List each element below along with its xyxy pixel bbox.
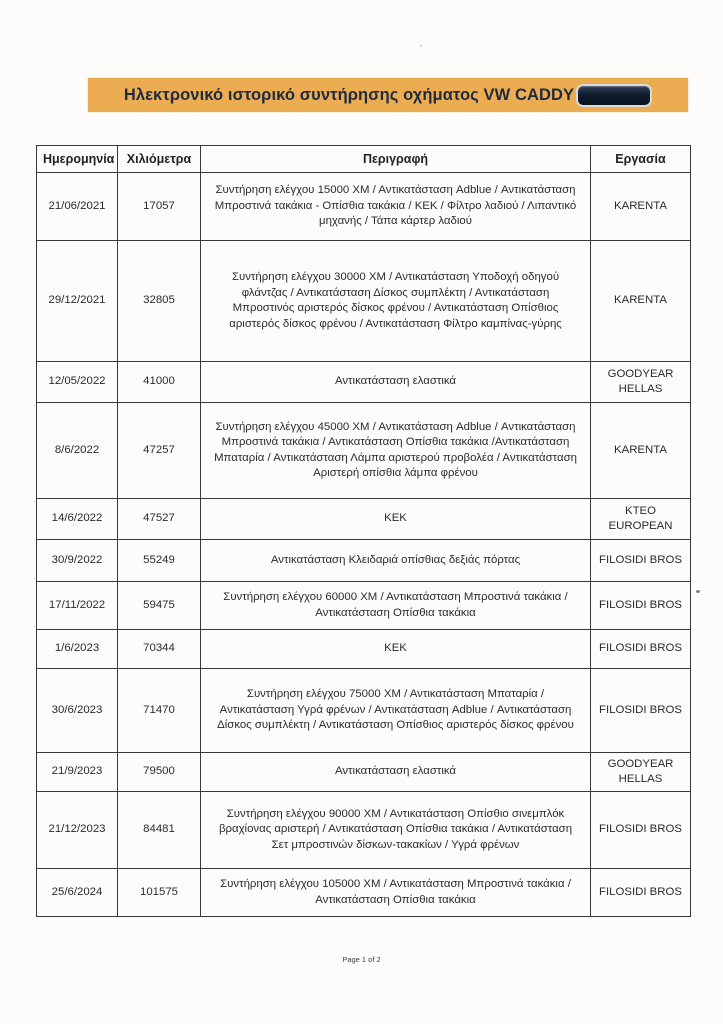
column-header-date: Ημερομηνία [37, 146, 118, 173]
description-cell: ΚΕΚ [201, 499, 591, 540]
description-cell: Συντήρηση ελέγχου 30000 ΧΜ / Αντικατάσταση Υποδοχή οδηγού φλάντζας / Αντικατάσταση Δίσκος συμπλέκτη / Αντικατάσταση Μπροστινός αριστερός δίσκος φρένου / Αντικατάσταση Οπίσθιος αριστερός δίσκος φρένου / Αντικατάσταση Φίλτρο καμπίνας-γύρης [201, 241, 591, 362]
table-row [37, 241, 691, 362]
description-cell: Συντήρηση ελέγχου 105000 ΧΜ / Αντικατάσταση Μπροστινά τακάκια / Αντικατάσταση Οπίσθια τακάκια [201, 869, 591, 917]
table-row [37, 869, 691, 917]
km-cell: 70344 [118, 630, 201, 669]
date-cell: 25/6/2024 [37, 869, 118, 917]
description-cell: Συντήρηση ελέγχου 15000 ΧΜ / Αντικατάσταση Adblue / Αντικατάσταση Μπροστινά τακάκια - Οπίσθια τακάκια / ΚΕΚ / Φίλτρο λαδιού / Λιπαντικό μηχανής / Τάπα κάρτερ λαδιού [201, 173, 591, 241]
description-cell: Συντήρηση ελέγχου 45000 ΧΜ / Αντικατάσταση Adblue / Αντικατάσταση Μπροστινά τακάκια / Αντικατάσταση Οπίσθια τακάκια /Αντικατάσταση Μπαταρία / Αντικατάσταση Λάμπα αριστερού προβολέα / Αντικατάσταση Αριστερή οπίσθια λάμπα φρένου [201, 403, 591, 499]
km-cell: 59475 [118, 582, 201, 630]
date-cell: 21/12/2023 [37, 792, 118, 869]
description-cell: Συντήρηση ελέγχου 75000 ΧΜ / Αντικατάσταση Μπαταρία / Αντικατάσταση Υγρά φρένων / Αντικατάσταση Adblue / Αντικατάσταση Δίσκος συμπλέκτη / Αντικατάσταση Οπίσθιος αριστερός δίσκος φρένου [201, 669, 591, 753]
date-cell: 14/6/2022 [37, 499, 118, 540]
description-cell: Συντήρηση ελέγχου 90000 ΧΜ / Αντικατάσταση Οπίσθιο σινεμπλόκ βραχίονας αριστερή / Αντικατάσταση Οπίσθια τακάκια / Αντικατάσταση Σετ μπροστινών δίσκων-τακακίων / Υγρά φρένων [201, 792, 591, 869]
page-number: Page 1 of 2 [342, 955, 381, 964]
vendor-cell: KARENTA [591, 403, 691, 499]
scan-speck [696, 590, 700, 593]
table-row [37, 792, 691, 869]
table-row [37, 403, 691, 499]
table-row [37, 540, 691, 582]
vendor-cell: FILOSIDI BROS [591, 792, 691, 869]
km-cell: 55249 [118, 540, 201, 582]
date-cell: 17/11/2022 [37, 582, 118, 630]
table-row [37, 173, 691, 241]
km-cell: 71470 [118, 669, 201, 753]
table-row [37, 753, 691, 792]
description-cell: Αντικατάσταση ελαστικά [201, 362, 591, 403]
vendor-cell: FILOSIDI BROS [591, 869, 691, 917]
km-cell: 17057 [118, 173, 201, 241]
table-header-row [37, 146, 691, 173]
date-cell: 21/06/2021 [37, 173, 118, 241]
km-cell: 79500 [118, 753, 201, 792]
vendor-cell: FILOSIDI BROS [591, 669, 691, 753]
table-row [37, 499, 691, 540]
column-header-description: Περιγραφή [201, 146, 591, 173]
km-cell: 41000 [118, 362, 201, 403]
vendor-cell: KTEO EUROPEAN [591, 499, 691, 540]
km-cell: 47257 [118, 403, 201, 499]
column-header-km: Χιλιόμετρα [118, 146, 201, 173]
description-cell: Αντικατάσταση Κλειδαριά οπίσθιας δεξιάς πόρτας [201, 540, 591, 582]
title-bar [88, 78, 688, 112]
description-cell: Αντικατάσταση ελαστικά [201, 753, 591, 792]
description-cell: Συντήρηση ελέγχου 60000 ΧΜ / Αντικατάσταση Μπροστινά τακάκια / Αντικατάσταση Οπίσθια τακάκια [201, 582, 591, 630]
table-row [37, 669, 691, 753]
date-cell: 21/9/2023 [37, 753, 118, 792]
vendor-cell: FILOSIDI BROS [591, 630, 691, 669]
maintenance-table [36, 145, 691, 917]
vendor-cell: KARENTA [591, 241, 691, 362]
vendor-cell: GOODYEAR HELLAS [591, 753, 691, 792]
table-row [37, 582, 691, 630]
date-cell: 8/6/2022 [37, 403, 118, 499]
date-cell: 30/9/2022 [37, 540, 118, 582]
vendor-cell: FILOSIDI BROS [591, 540, 691, 582]
table-row [37, 362, 691, 403]
description-cell: ΚΕΚ [201, 630, 591, 669]
redacted-license-plate [576, 84, 652, 107]
km-cell: 47527 [118, 499, 201, 540]
km-cell: 84481 [118, 792, 201, 869]
date-cell: 12/05/2022 [37, 362, 118, 403]
date-cell: 30/6/2023 [37, 669, 118, 753]
scan-speck [420, 45, 422, 47]
vendor-cell: FILOSIDI BROS [591, 582, 691, 630]
date-cell: 29/12/2021 [37, 241, 118, 362]
km-cell: 32805 [118, 241, 201, 362]
date-cell: 1/6/2023 [37, 630, 118, 669]
km-cell: 101575 [118, 869, 201, 917]
page-title: Ηλεκτρονικό ιστορικό συντήρησης οχήματος VW CADDY [123, 85, 575, 104]
vendor-cell: GOODYEAR HELLAS [591, 362, 691, 403]
vendor-cell: KARENTA [591, 173, 691, 241]
table-row [37, 630, 691, 669]
column-header-vendor: Εργασία [591, 146, 691, 173]
